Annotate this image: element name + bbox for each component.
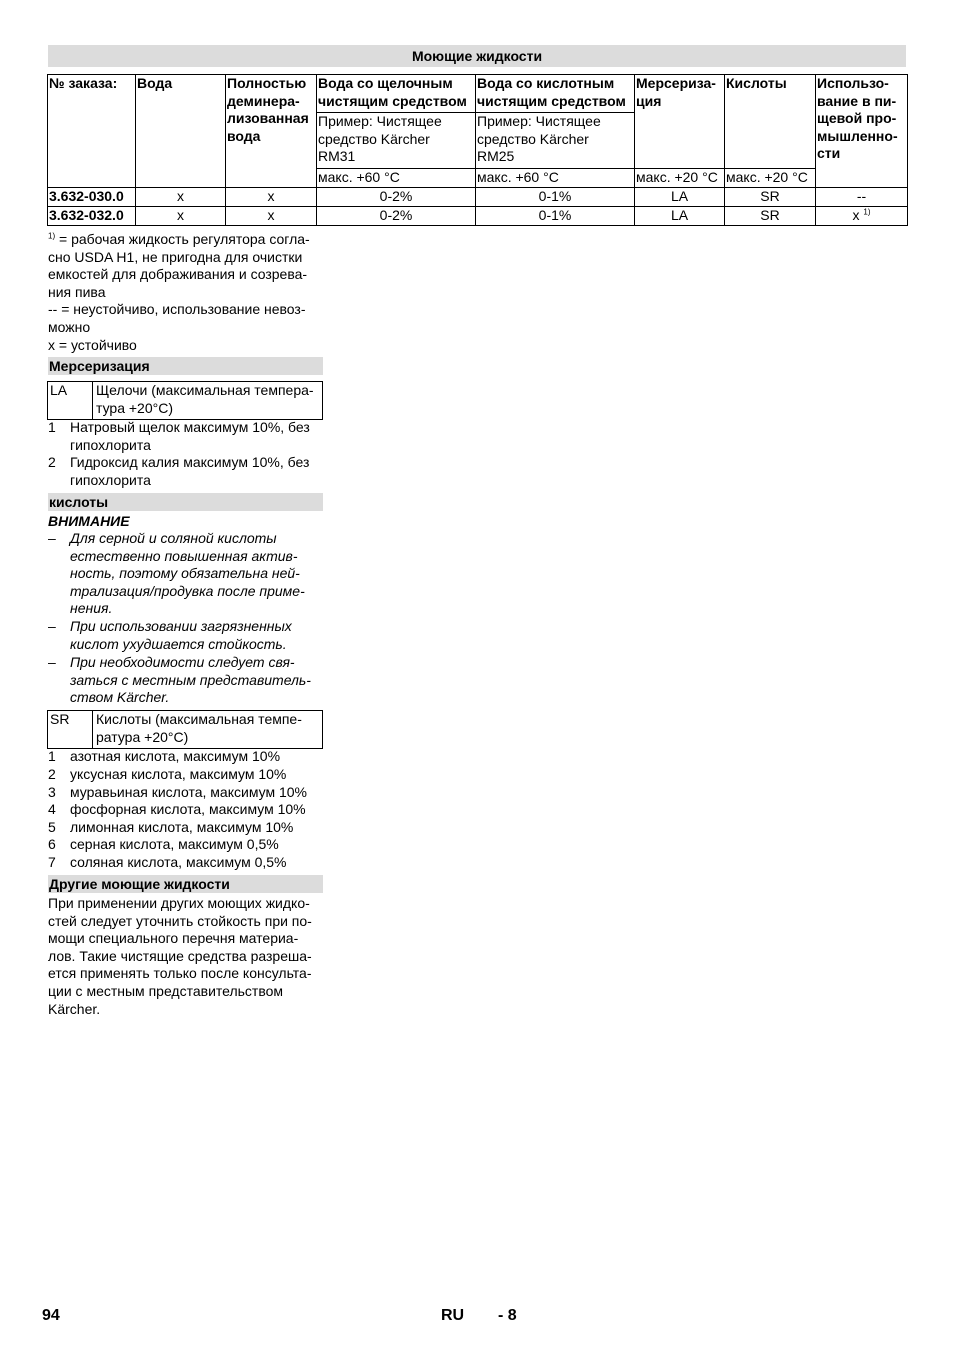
la-description: Щелочи (максимальная темпера- тура +20°C) [96,382,314,416]
cell-demin: x [226,207,317,226]
cell-acidic: 0-1% [476,207,635,226]
cell-food: -- [816,188,908,207]
legend-unstable: -- = неустойчиво, использование невоз- [48,301,306,318]
sr-description: Кислоты (максимальная темпе- ратура +20°C) [96,711,302,745]
cell-acids: SR [725,207,816,226]
table-row [48,207,908,226]
order-number: 3.632-032.0 [48,207,136,226]
limit-alkaline: макс. +60 °C [317,169,476,188]
header-demin-water: Полностью деминера- лизованная вода [226,75,317,188]
header-mercerization: Мерсериза- ция [635,75,725,169]
example-alkaline: Пример: Чистящее средство Kärcher RM31 [317,113,476,169]
header-order: № заказа: [48,75,136,188]
header-water: Вода [136,75,226,188]
limit-acidic: макс. +60 °C [476,169,635,188]
cell-food: x $^{1)}$ [816,207,908,226]
cell-alkaline: 0-2% [317,207,476,226]
header-alkaline: Вода со щелочным чистящим средством [317,75,476,113]
cell-alkaline: 0-2% [317,188,476,207]
header-food-industry: Использо- вание в пи- щевой про- мышленно- сти [816,75,908,188]
cell-mercerization: LA [635,207,725,226]
cleaning-fluids-table [47,74,908,226]
attention-label: ВНИМАНИЕ [48,513,130,529]
language-code: RU [441,1307,465,1324]
limit-mercerization: макс. +20 °C [635,169,725,188]
cell-acidic: 0-1% [476,188,635,207]
example-acidic: Пример: Чистящее средство Kärcher RM25 [476,113,635,169]
cell-mercerization: LA [635,188,725,207]
sr-definition-box [47,710,323,749]
header-acids: Кислоты [725,75,816,169]
other-fluids-paragraph: При применении других моющих жидко- стей следует уточнить стойкость при по- мощи специального перечня материа- лов. Такие чистящие средства разреша- ется применять только после консульта- ции с местным представительством Kärcher. [48,895,312,1017]
la-key: LA [48,382,93,419]
page-title: Моющие жидкости [48,45,906,67]
footnote: $^{1)}$ = рабочая жидкость регулятора согла- [48,231,310,247]
limit-acids: макс. +20 °C [725,169,816,188]
section-page: - 8 [498,1307,517,1324]
cell-water: x [136,188,226,207]
table-notes: $^{1)}$ = рабочая жидкость регулятора согла- сно USDA H1, не пригодна для очистки емкостей для дображивания и созрева- ния пива -- = неустойчиво, использование невоз- можно x = устойчиво [48,231,322,354]
page-number: 94 [42,1307,60,1324]
table-row [48,188,908,207]
cell-demin: x [226,188,317,207]
cell-water: x [136,207,226,226]
order-number: 3.632-030.0 [48,188,136,207]
section-heading-acids: кислоты [48,493,323,511]
section-heading-other-fluids: Другие моющие жидкости [48,875,323,893]
legend-stable: x = устойчиво [48,336,137,353]
cell-acids: SR [725,188,816,207]
header-acidic: Вода со кислотным чистящим средством [476,75,635,113]
section-heading-mercerization: Мерсеризация [48,357,323,375]
sr-key: SR [48,711,93,748]
la-definition-box [47,381,323,420]
